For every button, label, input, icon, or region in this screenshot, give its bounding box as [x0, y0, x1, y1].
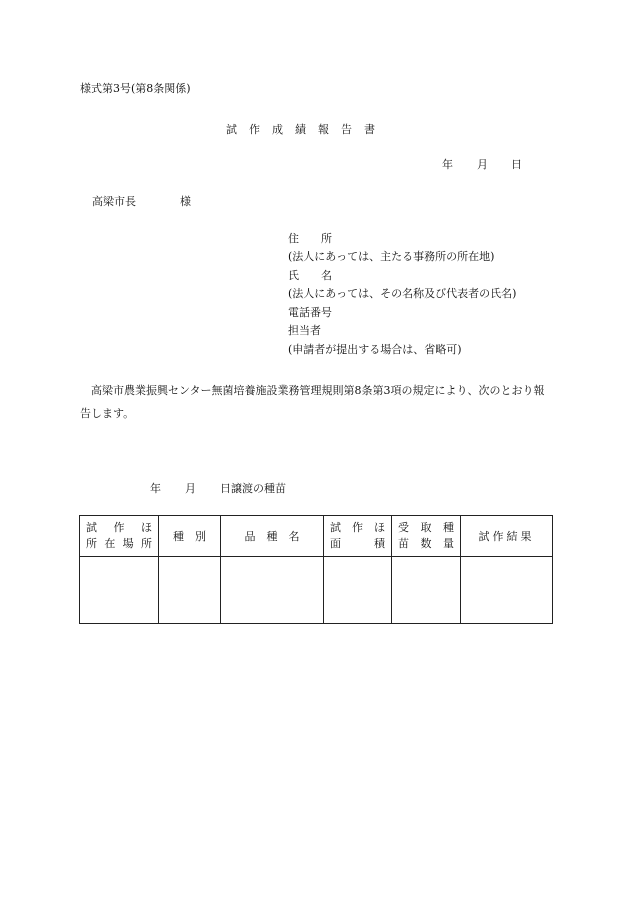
addressee: [92, 193, 191, 209]
cell-received-seedling-qty[interactable]: [392, 557, 461, 624]
cell-variety-name[interactable]: [221, 557, 324, 624]
header-trial-location-char: 作: [113, 521, 125, 534]
cell-type[interactable]: [159, 557, 221, 624]
report-table: [79, 515, 553, 624]
header-trial-area: [324, 516, 392, 557]
header-trial-area-char: 面: [330, 537, 341, 550]
header-trial-location-char: 場: [122, 537, 134, 550]
header-trial-area-char: 作: [352, 521, 363, 534]
header-received-seedling-char: 取: [420, 521, 432, 534]
header-trial-location-char: 在: [104, 537, 116, 550]
header-trial-area-char: ほ: [374, 521, 385, 534]
addressee-honorific: 様: [180, 195, 191, 208]
address-label: 住 所: [288, 232, 332, 245]
name-note: (法人にあっては、その名称及び代表者の氏名): [288, 287, 517, 300]
header-received-seedling-char: 数: [420, 537, 432, 550]
header-type-label: 種 別: [173, 530, 206, 543]
seed-day-text: 日譲渡の種苗: [220, 482, 286, 495]
date-day: 日: [511, 158, 522, 171]
header-received-seedling-char: 量: [443, 537, 454, 550]
report-body-text: 高梁市農業振興センター無菌培養施設業務管理規則第8条第3項の規定により、次のとおり報告します。: [80, 384, 545, 420]
header-trial-location-char: 所: [86, 537, 97, 550]
header-trial-location-char: 所: [140, 537, 152, 550]
table-header-row: [80, 516, 553, 557]
header-variety-name: [221, 516, 324, 557]
document-title: 試作成績報告書: [226, 123, 387, 136]
header-variety-name-label: 品 種 名: [244, 530, 300, 543]
header-trial-area-char: 試: [330, 521, 341, 534]
name-label: 氏 名: [288, 269, 332, 282]
header-received-seedling-char: 受: [398, 521, 409, 534]
form-number: 様式第3号(第8条関係): [80, 82, 191, 95]
header-trial-location-char: ほ: [141, 521, 152, 534]
phone-label: 電話番号: [288, 306, 332, 319]
seed-month: 月: [185, 482, 196, 495]
date-month: 月: [477, 158, 488, 171]
header-trial-location-char: 試: [86, 521, 97, 534]
header-received-seedling-char: 種: [443, 521, 454, 534]
date-year: 年: [442, 158, 453, 171]
seed-heading: [150, 480, 286, 496]
cell-trial-location[interactable]: [80, 557, 159, 624]
address-note: (法人にあっては、主たる事務所の所在地): [288, 250, 495, 263]
header-type: [159, 516, 221, 557]
table-row: [80, 557, 553, 624]
cell-trial-area[interactable]: [324, 557, 392, 624]
addressee-name: 高梁市長: [92, 195, 136, 208]
header-trial-result-label: 試作結果: [478, 530, 535, 543]
seed-year: 年: [150, 482, 161, 495]
header-trial-location: [80, 516, 159, 557]
header-trial-result: [461, 516, 553, 557]
cell-trial-result[interactable]: [461, 557, 553, 624]
contact-label: 担当者: [288, 324, 321, 337]
header-received-seedling-qty: [392, 516, 461, 557]
contact-note: (申請者が提出する場合は、省略可): [288, 343, 462, 356]
header-received-seedling-char: 苗: [398, 537, 409, 550]
header-trial-area-char: 積: [374, 537, 385, 550]
